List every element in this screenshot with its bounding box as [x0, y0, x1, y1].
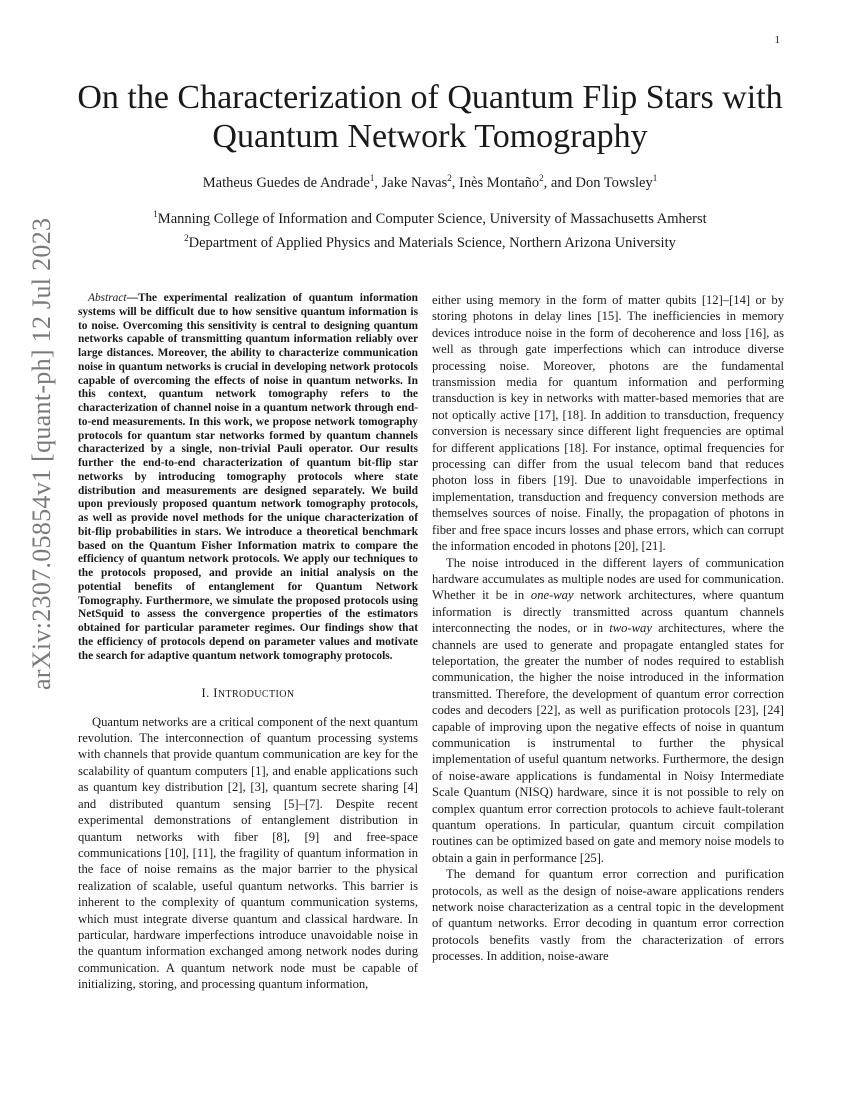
right-column — [432, 292, 784, 965]
title-line-1: On the Characterization of Quantum Flip Stars with — [77, 79, 783, 116]
body-paragraph-noise-layers — [432, 555, 784, 867]
author-list — [60, 173, 800, 192]
author-name: Don Towsley — [575, 174, 653, 191]
section-title-rest: NTRODUCTION — [217, 689, 295, 701]
affiliation-text: Department of Applied Physics and Materials Science, Northern Arizona University — [188, 234, 676, 251]
arxiv-identifier: arXiv:2307.05854v1 [quant-ph] 12 Jul 2023 — [27, 217, 56, 690]
author-affiliation-mark: 2 — [539, 173, 544, 183]
paragraph-text: network architectures, where quantum information is directly transmitted across quantum channels interconnecting the nodes, or in — [432, 588, 784, 636]
author-separator: , — [451, 174, 460, 191]
author-name: Inès Montaño — [459, 174, 540, 191]
affiliation-line — [60, 229, 800, 253]
body-paragraph-continued: either using memory in the form of matter qubits [12]–[14] or by storing photons in delay lines [15]. The inefficiencies in memory devices introduce noise in the form of decoherence and loss [16], as well as through gate imperfections which can introduce diverse processing noise. Moreover, photons are the fundamental transmission media for quantum information and performing transduction is key in networks with matter-based memories that are not optically active [17], [18]. In addition to transduction, frequency conversion is necessary since different light frequencies are optimal for different applications [18]. For instance, optimal frequencies for processing can differ from the usual telecom band that reduces photon loss in fibers [19]. Due to unavoidable imperfections in implementation, transduction and frequency conversion methods are themselves sources of noise. Finally, the propagation of photons in fiber and free space incurs losses and phase errors, which can corrupt the information encoded in photons [20], [21]. — [432, 293, 784, 554]
author-affiliation-mark: 1 — [652, 173, 658, 183]
affiliation-number: 2 — [184, 232, 189, 243]
abstract-label: Abstract — [88, 292, 127, 304]
author-separator: , and — [543, 174, 576, 191]
author-name: Jake Navas — [381, 174, 448, 191]
intro-paragraph-1: Quantum networks are a critical component of the next quantum revolution. The interconnection of quantum processing systems with channels that provide quantum communication are key for the scalability of quantum computers [1], and enable applications such as quantum key distribution [2], [3], quantum secrete sharing [4] and distributed quantum sensing [5]–[7]. Despite recent experimental demonstrations of entanglement distribution in quantum networks with fiber [8], [9] and free-space communications [10], [11], the fragility of quantum information in the face of noise remains as the major barrier to the physical realization of scalable, useful quantum networks. This barrier is inherent to the complexity of quantum communication systems, which must integrate diverse quantum and classical hardware. In particular, hardware imperfections introduce unavoidable noise in the quantum information exchanged among network nodes during communication. A quantum network node must be capable of initializing, storing, and processing quantum information, — [78, 714, 418, 992]
paragraph-text: The noise introduced in the different layers of communication hardware accumulates as multiple nodes are used for communication. Whether it be in — [432, 555, 784, 603]
abstract-text: —The experimental realization of quantum information systems will be difficult due to how sensitive quantum information is to noise. Overcoming this sensitivity is central to designing quantum networks capable of transmitting quantum information reliably over large distances. Moreover, the ability to characterize communication noise in quantum networks is crucial in developing network protocols capable of overcoming the effects of noise in quantum networks. In this context, quantum network tomography refers to the characterization of channel noise in a quantum network through end-to-end measurements. In this work, we propose network tomography protocols for quantum star networks formed by quantum channels characterized by a single, non-trivial Pauli operator. Our results further the end-to-end characterization of quantum bit-flip star networks by introducing tomography protocols where state distribution and measurements are designed separately. We build upon previously proposed quantum network tomography protocols, as well as provide novel methods for the unique characterization of bit-flip probabilities in stars. We introduce a theoretical benchmark based on the Quantum Fisher Information matrix to compare the efficiency of quantum network protocols. We apply our techniques to the protocols proposed, and provide an initial analysis on the potential benefits of entanglement for Quantum Network Tomography. Furthermore, we simulate the proposed protocols using NetSquid to assess the convergence properties of the estimators obtained for particular parameter regimes. Our findings show that the efficiency of protocols depend on parameter values and motivate the search for adaptive quantum network tomography protocols. — [78, 292, 418, 662]
author-affiliation-mark: 2 — [447, 173, 452, 183]
affiliation-line — [60, 205, 800, 229]
section-title-initial: I — [213, 686, 218, 701]
emphasis-one-way: one-way — [530, 588, 574, 603]
paper-title — [60, 78, 800, 156]
paragraph-text: architectures, where the channels are used to generate and propagate entangled states for teleportation, the greater the number of nodes required to establish communication, the higher the noise introduced in the information transmitted. Therefore, the development of quantum error correction codes and decoders [22], as well as purification protocols [23], [24] capable of improving upon the negative effects of noise in quantum communication is instrumental to further the physical implementation of useful quantum networks. Furthermore, the design of noise-aware applications is fundamental in Noisy Intermediate Scale Quantum (NISQ) hardware, since it is not possible to rely on complex quantum error correction protocols to achieve fault-tolerant quantum operations. In particular, quantum circuit compilation routines can be optimized based on gate and memory noise models to obtain a gain in performance [25]. — [432, 621, 784, 865]
abstract — [78, 292, 418, 663]
author-name: Matheus Guedes de Andrade — [202, 174, 370, 191]
author-separator: , — [374, 174, 382, 191]
section-number: I. — [201, 686, 210, 701]
title-line-2: Quantum Network Tomography — [212, 118, 648, 155]
section-heading-introduction — [78, 685, 418, 703]
affiliation-text: Manning College of Information and Computer Science, University of Massachusetts Amherst — [157, 210, 707, 227]
left-column — [78, 292, 418, 993]
affiliations — [60, 205, 800, 253]
author-affiliation-mark: 1 — [369, 173, 375, 183]
affiliation-number: 1 — [153, 209, 158, 219]
page-number: 1 — [774, 34, 780, 46]
body-paragraph-demand: The demand for quantum error correction and purification protocols, as well as the design of noise-aware applications renders network noise characterization as a central topic in the development of quantum networks. Error decoding in quantum error correction protocols benefits vastly from the characterization of errors processes. In addition, noise-aware — [432, 867, 784, 964]
emphasis-two-way: two-way — [609, 621, 652, 636]
